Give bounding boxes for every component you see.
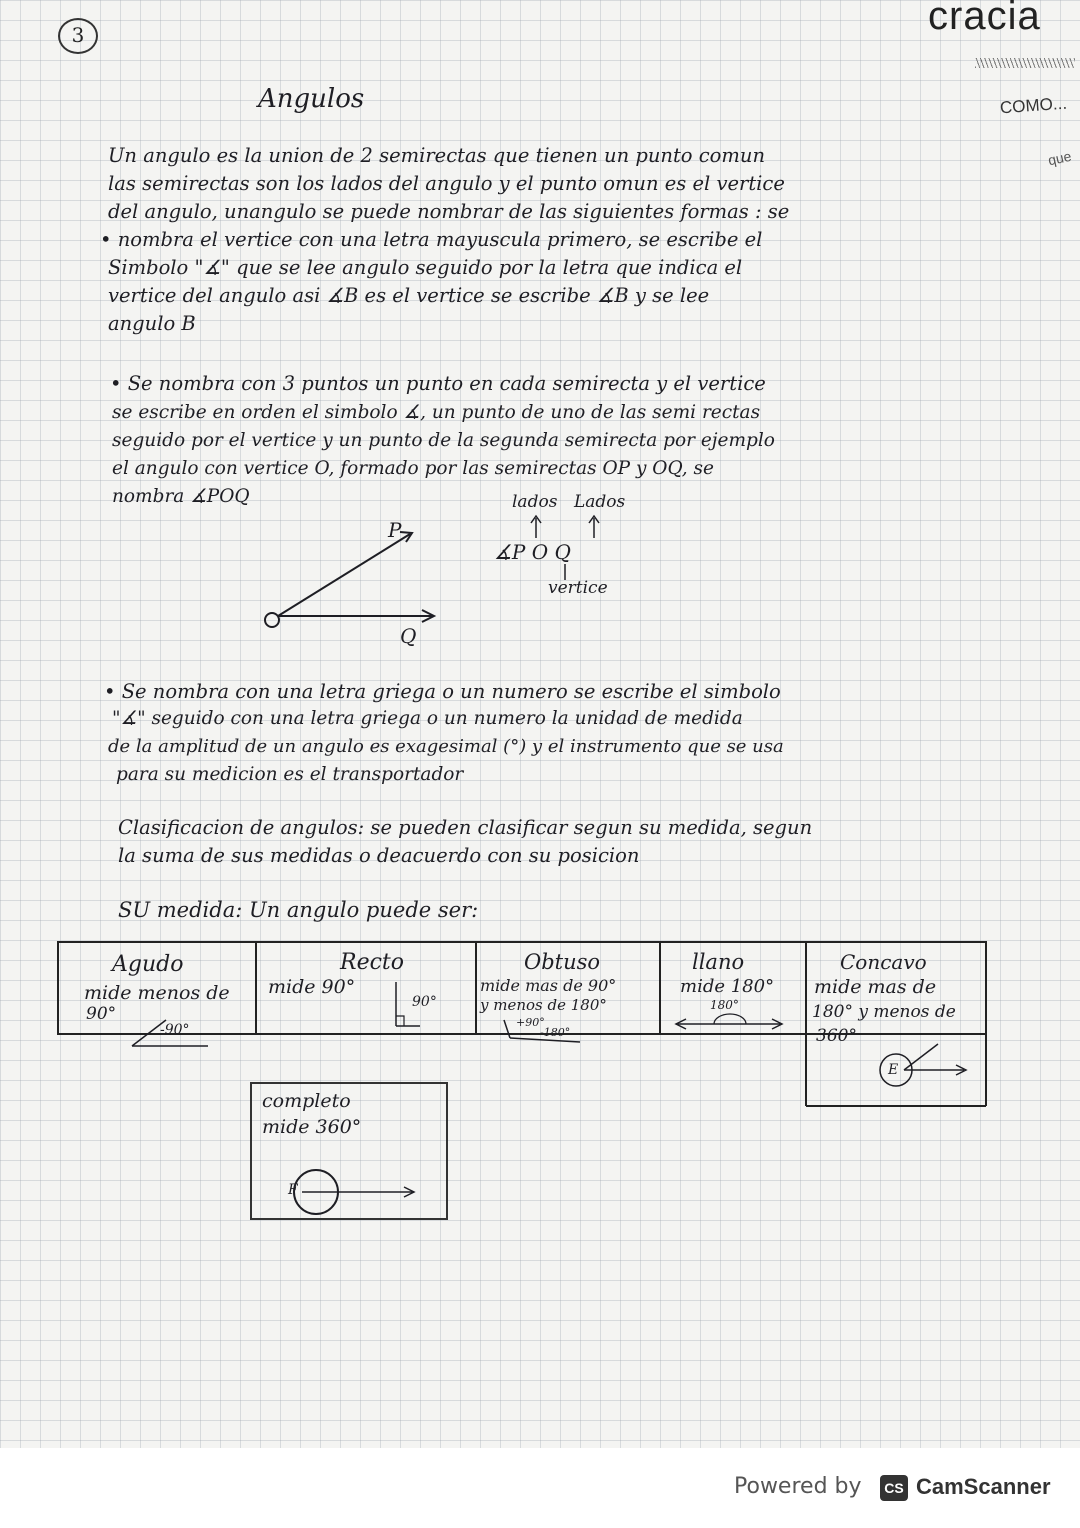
su-medida-heading: SU medida: Un angulo puede ser: — [118, 898, 479, 922]
llano-fig-label: 180° — [710, 998, 739, 1012]
para2-line: nombra ∡POQ — [112, 486, 250, 507]
llano-name: llano — [692, 950, 745, 974]
clasificacion-line: Clasificacion de angulos: se pueden clasificar segun su medida, segun — [118, 816, 813, 839]
recto-name: Recto — [340, 950, 404, 975]
concavo-fig-label: E — [888, 1062, 899, 1078]
concavo-desc: mide mas de — [814, 976, 937, 998]
completo-fig-label: F — [288, 1182, 298, 1198]
lados-label-2: Lados — [574, 492, 626, 512]
concavo-desc-3: 360° — [816, 1026, 857, 1046]
page-title: Angulos — [258, 84, 365, 114]
label-p: P — [388, 518, 402, 542]
vertice-label: vertice — [548, 578, 608, 598]
para1-line: Simbolo "∡" que se lee angulo seguido por la letra que indica el — [108, 256, 743, 279]
para3-line: • Se nombra con una letra griega o un numero se escribe el simbolo — [104, 680, 781, 703]
recto-fig-label: 90° — [412, 994, 437, 1010]
corner-brand-text: cracia — [928, 0, 1041, 38]
clasificacion-line: la suma de sus medidas o deacuerdo con su posicion — [118, 844, 640, 867]
camscanner-brand: CamScanner — [916, 1474, 1051, 1499]
para1-line: Un angulo es la union de 2 semirectas que tienen un punto comun — [108, 144, 766, 167]
para3-line: para su medicion es el transportador — [116, 764, 464, 785]
poq-notation: ∡P O Q — [494, 540, 571, 564]
obtuso-name: Obtuso — [524, 950, 601, 974]
para2-line: el angulo con vertice O, formado por las semirectas OP y OQ, se — [112, 458, 714, 479]
corner-que-text: que — [1046, 147, 1073, 169]
para1-line: • nombra el vertice con una letra mayuscula primero, se escribe el — [100, 228, 763, 251]
para1-line: angulo B — [108, 312, 196, 335]
para1-line: las semirectas son los lados del angulo y el punto omun es el vertice — [108, 172, 785, 195]
label-q: Q — [400, 624, 417, 648]
concavo-desc-2: 180° y menos de — [812, 1002, 956, 1022]
para1-line: del angulo, unangulo se puede nombrar de las siguientes formas : se — [108, 200, 790, 223]
para2-line: se escribe en orden el simbolo ∡, un punto de uno de las semi rectas — [112, 402, 761, 423]
para3-line: "∡" seguido con una letra griega o un numero la unidad de medida — [112, 708, 743, 729]
completo-desc: mide 360° — [262, 1116, 362, 1138]
recto-desc: mide 90° — [268, 976, 356, 998]
straight-angle-figure — [670, 1004, 790, 1032]
para3-line: de la amplitud de un angulo es exagesimal (°) y el instrumento que se usa — [108, 736, 784, 757]
angle-poq-diagram — [250, 520, 450, 650]
camscanner-logo: CS — [880, 1475, 908, 1501]
agudo-desc-2: 90° — [86, 1004, 117, 1024]
obtuso-fig-label-1: +90° — [516, 1016, 545, 1029]
para2-line: • Se nombra con 3 puntos un punto en cada semirecta y el vertice — [110, 372, 766, 395]
completo-name: completo — [262, 1090, 351, 1112]
lados-label-1: lados — [512, 492, 558, 512]
page-number: 3 — [58, 18, 98, 54]
obtuso-desc: mide mas de 90° — [480, 976, 617, 995]
llano-desc: mide 180° — [680, 976, 775, 997]
para2-line: seguido por el vertice y un punto de la segunda semirecta por ejemplo — [112, 430, 775, 451]
concavo-name: Concavo — [840, 950, 927, 974]
agudo-fig-label: -90° — [160, 1022, 190, 1038]
obtuso-desc-2: y menos de 180° — [480, 996, 607, 1014]
para1-line: vertice del angulo asi ∡B es el vertice se escribe ∡B y se lee — [108, 284, 710, 307]
agudo-name: Agudo — [112, 952, 184, 977]
obtuso-fig-label-2: -180° — [540, 1026, 571, 1039]
corner-como-text: COMO... — [999, 93, 1068, 118]
lados-arrows — [520, 512, 610, 542]
corner-hatch — [975, 58, 1075, 68]
powered-by-text: Powered by — [734, 1474, 862, 1499]
agudo-desc: mide menos de — [84, 982, 230, 1004]
